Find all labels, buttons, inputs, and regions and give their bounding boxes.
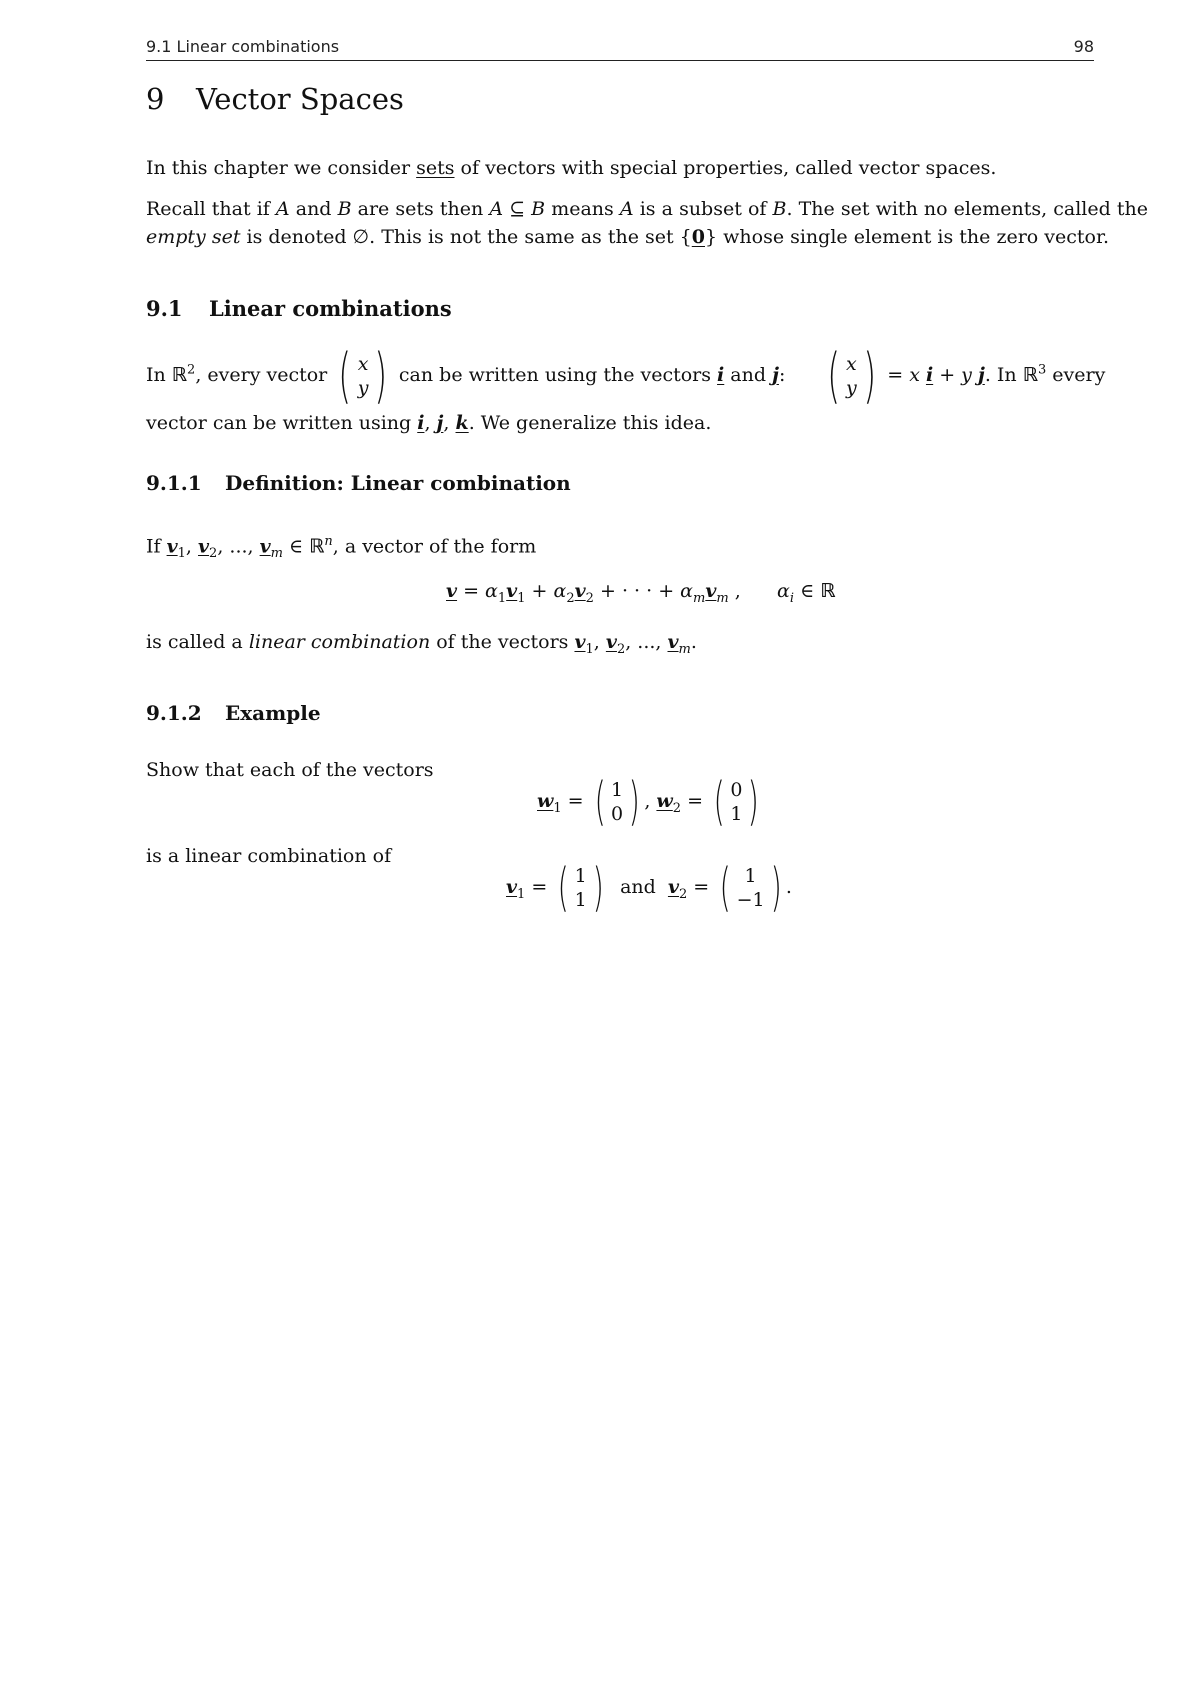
vector-v: v xyxy=(506,580,518,602)
text: = xyxy=(881,364,910,386)
entry: 1 xyxy=(730,803,743,825)
text: + · · · + xyxy=(593,580,681,602)
subscript: 1 xyxy=(553,800,562,816)
subscript: 1 xyxy=(497,590,507,606)
entry: x xyxy=(846,353,857,375)
vector-i: i xyxy=(417,412,425,434)
subsection-title: Definition: Linear combination xyxy=(225,471,571,495)
sets-word: sets xyxy=(416,157,455,179)
math-x: x xyxy=(909,364,920,386)
text: = xyxy=(687,876,716,898)
text: , xyxy=(185,535,198,558)
left-paren: ( xyxy=(557,858,570,918)
real-numbers-symbol: ℝ xyxy=(820,580,836,602)
column xyxy=(736,864,766,912)
chapter-number: 9 xyxy=(146,82,165,116)
text: = xyxy=(457,580,486,602)
superscript: 2 xyxy=(187,362,196,378)
text: , xyxy=(644,790,657,812)
math-B: B xyxy=(337,198,352,220)
text: and xyxy=(289,198,338,220)
brace: { xyxy=(679,226,692,248)
page-number: 98 xyxy=(1073,37,1094,56)
subscript: 2 xyxy=(585,590,594,606)
vector-v: v xyxy=(574,631,586,653)
chapter-title xyxy=(146,82,404,116)
text: ∈ xyxy=(794,580,821,602)
column xyxy=(574,864,588,912)
right-paren: ) xyxy=(374,341,388,411)
text: , a vector of the form xyxy=(332,535,537,558)
vector-v: v xyxy=(506,876,518,898)
column-vector-v1 xyxy=(553,858,608,918)
alpha: α xyxy=(485,580,498,602)
subscript: 2 xyxy=(209,546,218,562)
brace: } xyxy=(705,226,718,248)
right-paren: ) xyxy=(628,772,640,832)
subscript: 1 xyxy=(177,546,186,562)
subsection-number: 9.1.1 xyxy=(146,471,202,495)
vector-w: w xyxy=(656,790,673,812)
intro-paragraph-1 xyxy=(146,154,1148,182)
running-header xyxy=(146,34,1094,61)
entry: 1 xyxy=(574,865,587,887)
text: , every vector xyxy=(195,364,334,386)
column-vector-xy xyxy=(333,341,393,411)
vector-v: v xyxy=(667,631,679,653)
w-vectors-equation xyxy=(537,772,764,832)
v-vectors-equation xyxy=(506,858,792,918)
text: is called a xyxy=(146,631,249,653)
vector-v: v xyxy=(667,876,679,898)
alpha: α xyxy=(777,580,790,602)
vector-i: i xyxy=(717,364,725,386)
column-vector-w2 xyxy=(709,772,764,832)
right-paren: ) xyxy=(863,341,876,411)
right-paren: ) xyxy=(592,858,604,918)
intro-paragraph-2 xyxy=(146,195,1148,251)
vector-v: v xyxy=(574,580,586,602)
text: . xyxy=(785,876,792,898)
text: . The set with no elements, called the xyxy=(786,198,1149,220)
subsection-heading-9-1-1 xyxy=(146,471,571,495)
entry: x xyxy=(357,353,369,375)
text: . In xyxy=(984,364,1023,386)
text: whose single element is the zero vector. xyxy=(717,226,1109,248)
vector-i: i xyxy=(925,364,934,386)
text: , xyxy=(728,580,741,602)
entry: 0 xyxy=(730,779,743,801)
math-subset: A ⊆ B xyxy=(489,198,546,220)
math-y: y xyxy=(961,364,972,386)
text: = xyxy=(681,790,710,812)
subscript: 2 xyxy=(566,590,575,606)
real-numbers-symbol: ℝ xyxy=(171,364,188,386)
vector-v: v xyxy=(705,580,717,602)
empty-set-symbol: ∅ xyxy=(352,226,370,248)
column-vector-v2 xyxy=(715,858,786,918)
math-A: A xyxy=(275,198,290,220)
math-B: B xyxy=(772,198,787,220)
subscript: 1 xyxy=(585,641,594,657)
section-9-1-paragraph xyxy=(146,341,1148,440)
text: . This is not the same as the set xyxy=(369,226,680,248)
text: of the vectors xyxy=(430,631,575,653)
entry: −1 xyxy=(736,889,765,911)
entry: 1 xyxy=(574,889,587,911)
vector-j: j xyxy=(436,412,444,434)
subsection-heading-9-1-2 xyxy=(146,701,321,725)
empty-set-term: empty set xyxy=(146,226,241,248)
text: + xyxy=(525,580,554,602)
text: are sets then xyxy=(351,198,490,220)
text: , ..., xyxy=(625,631,668,653)
vector-w: w xyxy=(537,790,554,812)
math-A: A xyxy=(619,198,634,220)
section-title: Linear combinations xyxy=(209,296,452,321)
vector-k: k xyxy=(455,412,469,434)
column xyxy=(729,778,743,826)
text: , ..., xyxy=(217,535,260,558)
subscript: i xyxy=(789,590,795,606)
left-paren: ( xyxy=(713,772,725,832)
text: , xyxy=(593,631,606,653)
text: , xyxy=(443,412,456,434)
superscript: 3 xyxy=(1037,362,1047,378)
vector-j: j xyxy=(977,364,985,386)
vector-v: v xyxy=(259,535,271,558)
subscript: m xyxy=(693,590,706,606)
column xyxy=(610,778,624,826)
text: . xyxy=(690,631,697,653)
subscript: m xyxy=(270,546,283,562)
text: , xyxy=(424,412,437,434)
text: is a subset of xyxy=(633,198,773,220)
example-paragraph-2: is a linear combination of xyxy=(146,845,392,867)
text: = xyxy=(525,876,554,898)
text: + xyxy=(933,364,962,386)
subsection-title: Example xyxy=(225,701,321,725)
left-paren: ( xyxy=(719,858,731,918)
subscript: 2 xyxy=(616,641,626,657)
alpha: α xyxy=(680,580,693,602)
left-paren: ( xyxy=(594,772,606,832)
subscript: 1 xyxy=(517,590,526,606)
alpha: α xyxy=(553,580,567,602)
text: If xyxy=(146,535,167,558)
section-number: 9.1 xyxy=(146,296,183,321)
real-numbers-symbol: ℝ xyxy=(309,535,325,558)
text: and xyxy=(724,364,773,386)
linear-combination-term: linear combination xyxy=(248,631,431,653)
column-vector-xy-2 xyxy=(822,341,882,411)
vector-v: v xyxy=(446,580,458,602)
text: and xyxy=(620,876,656,898)
entry: 0 xyxy=(610,803,624,825)
zero-vector: 0 xyxy=(691,226,705,248)
vector-v: v xyxy=(198,535,210,558)
real-numbers-symbol: ℝ xyxy=(1022,364,1038,386)
entry: y xyxy=(846,377,857,399)
definition-paragraph-1 xyxy=(146,528,1148,568)
subscript: 2 xyxy=(678,886,688,902)
subscript: m xyxy=(716,590,729,606)
text: In xyxy=(146,364,172,386)
subscript: 1 xyxy=(517,886,526,902)
vector-v: v xyxy=(166,535,178,558)
entry: 1 xyxy=(610,779,624,801)
text: = xyxy=(561,790,590,812)
vector-j: j xyxy=(772,364,779,386)
superscript: n xyxy=(324,534,333,549)
text: means xyxy=(545,198,620,220)
section-heading-9-1 xyxy=(146,296,452,321)
text: of vectors with special properties, called vector spaces. xyxy=(454,157,997,179)
vector-v: v xyxy=(605,631,617,653)
text: Recall that if xyxy=(146,198,276,220)
column-vector-w1 xyxy=(590,772,645,832)
subscript: m xyxy=(678,641,691,657)
entry: y xyxy=(357,377,369,399)
example-paragraph-1: Show that each of the vectors xyxy=(146,759,434,781)
text: ∈ xyxy=(282,535,310,558)
subsection-number: 9.1.2 xyxy=(146,701,202,725)
column xyxy=(357,352,370,400)
column xyxy=(845,352,858,400)
text: can be written using the vectors xyxy=(392,364,718,386)
linear-combination-equation xyxy=(446,580,835,606)
header-section: 9.1 Linear combinations xyxy=(146,37,340,56)
subscript: 2 xyxy=(672,800,682,816)
left-paren: ( xyxy=(826,341,840,411)
text: is denoted xyxy=(240,226,353,248)
entry: 1 xyxy=(744,865,757,887)
definition-paragraph-2 xyxy=(146,628,1148,664)
text: every vector can be written using xyxy=(146,364,1106,434)
left-paren: ( xyxy=(338,341,352,411)
right-paren: ) xyxy=(748,772,760,832)
chapter-title-text: Vector Spaces xyxy=(196,82,404,116)
text: In this chapter we consider xyxy=(146,157,417,179)
text: : xyxy=(778,364,786,386)
right-paren: ) xyxy=(770,858,782,918)
text: . We generalize this idea. xyxy=(468,412,712,434)
